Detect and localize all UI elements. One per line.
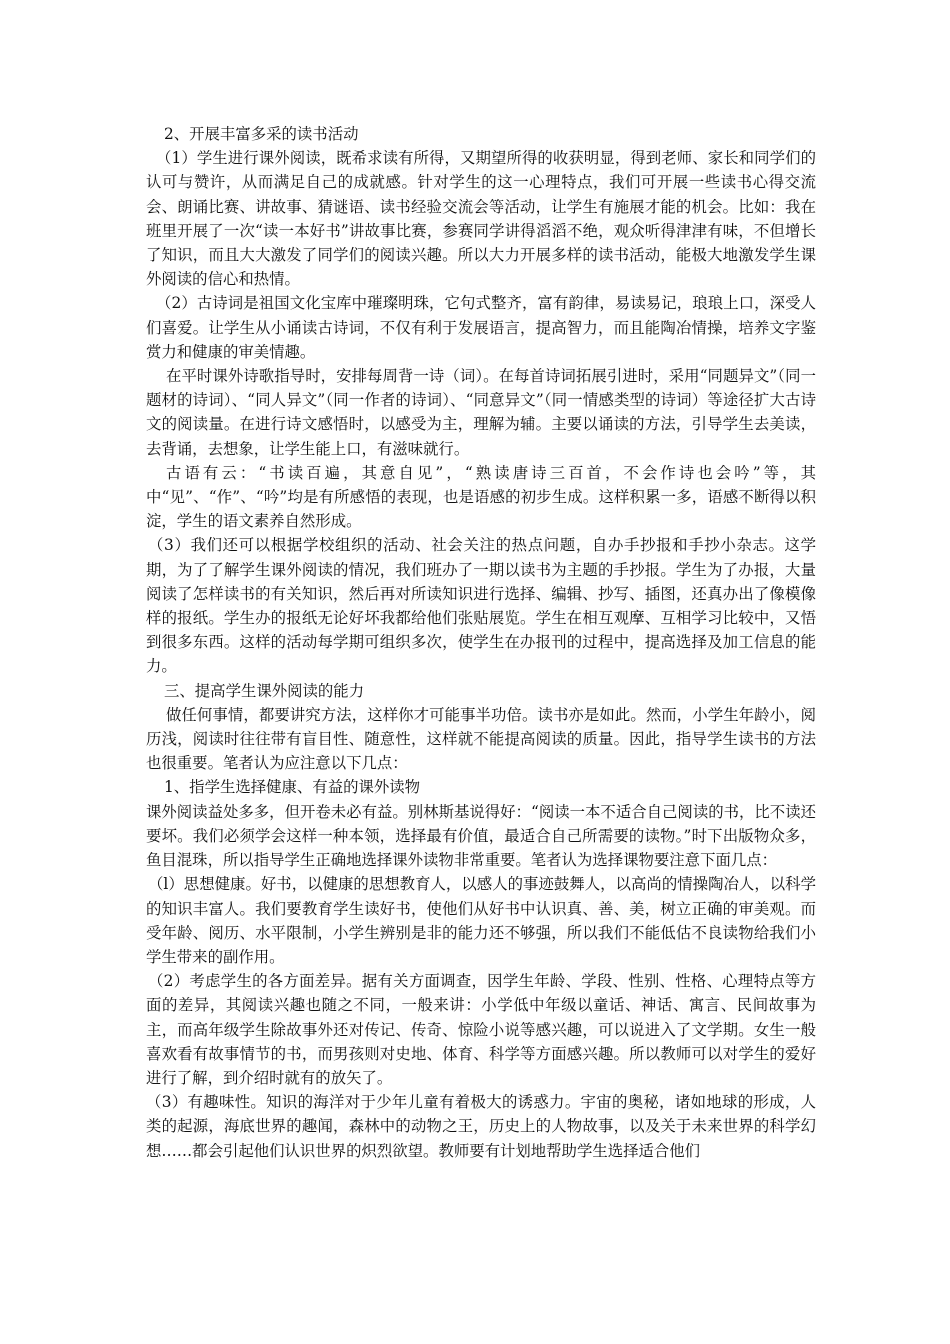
paragraph-student-differences-2: （2）考虑学生的各方面差异。据有关方面调查，因学生年龄、学段、性别、性格、心理特点等方面的差异，其阅读兴趣也随之不同，一般来讲：小学低中年级以童话、神话、寓言、民间故事为主，而高年级学生除故事外还对传记、传奇、惊险小说等感兴趣，可以说进入了文学期。女生一般喜欢看有故事情节的书，而男孩则对史地、体育、科学等方面感兴趣。所以教师可以对学生的爱好进行了解，到介绍时就有的放矢了。 xyxy=(146,972,816,1087)
paragraph-interesting-3: （3）有趣味性。知识的海洋对于少年儿童有着极大的诱惑力。宇宙的奥秘，诸如地球的形成，人类的起源，海底世界的趣闻，森林中的动物之王，历史上的人物故事，以及关于未来世界的科学幻想……都会引起他们认识世界的炽烈欲望。教师要有计划地帮助学生选择适合他们 xyxy=(146,1093,816,1160)
paragraph-handmade-newspaper-3: （3）我们还可以根据学校组织的活动、社会关注的热点问题，自办手抄报和手抄小杂志。这学期，为了了解学生课外阅读的情况，我们班办了一期以读书为主题的手抄报。学生为了办报，大量阅读了怎样读书的有关知识，然后再对所读知识进行选择、编辑、抄写、插图，还真办出了像模像样的报纸。学生办的报纸无论好坏我都给他们张贴展览。学生在相互观摩、互相学习比较中，又悟到很多东西。这样的活动每学期可组织多次，使学生在办报刊的过程中，提高选择及加工信息的能力。 xyxy=(146,536,816,676)
paragraph-ancient-saying: 古语有云：“书读百遍，其意自见”，“熟读唐诗三百首，不会作诗也会吟”等，其中“见”、“作”、“吟”均是有所感悟的表现，也是语感的初步生成。这样积累一多，语感不断得以积淀，学生的语文素养自然形成。 xyxy=(146,463,816,531)
paragraph-poetry-guidance: 在平时课外诗歌指导时，安排每周背一诗（词）。在每首诗词拓展引进时，采用“同题异文”（同一题材的诗词）、“同人异文”（同一作者的诗词）、“同意异文”（同一情感类型的诗词）等途径扩大古诗文的阅读量。在进行诗文感悟时，以感受为主，理解为辅。主要以诵读的方法，引导学生去美读，去背诵，去想象，让学生能上口，有滋味就行。 xyxy=(146,367,816,458)
subheading-choose-books: 1、指学生选择健康、有益的课外读物 xyxy=(164,778,421,797)
section-heading-reading-ability: 三、提高学生课外阅读的能力 xyxy=(164,681,365,700)
paragraph-reading-methods: 做任何事情，都要讲究方法，这样你才可能事半功倍。读书亦是如此。然而，小学生年龄小，阅历浅，阅读时往往带有盲目性、随意性，这样就不能提高阅读的质量。因此，指导学生读书的方法也很重要。笔者认为应注意以下几点： xyxy=(146,705,816,773)
section-heading-reading-activities: 2、开展丰富多采的读书活动 xyxy=(164,125,359,143)
paragraph-healthy-thought-1: （l）思想健康。好书，以健康的思想教育人，以感人的事迹鼓舞人，以高尚的情操陶冶人，以科学的知识丰富人。我们要教育学生读好书，使他们从好书中认识真、善、美，树立正确的审美观。而受年龄、阅历、水平限制，小学生辨别是非的能力还不够强，所以我们不能低估不良读物给我们小学生带来的副作用。 xyxy=(146,875,816,966)
paragraph-belinsky-quote: 课外阅读益处多多，但开卷未必有益。别林斯基说得好：“阅读一本不适合自己阅读的书，比不读还要坏。我们必须学会这样一种本领，选择最有价值，最适合自己所需要的读物。”时下出版物众多，鱼目混珠，所以指导学生正确地选择课外读物非常重要。笔者认为选择课物要注意下面几点： xyxy=(146,802,816,870)
paragraph-ancient-poetry-2: （2）古诗词是祖国文化宝库中璀璨明珠，它句式整齐，富有韵律，易读易记，琅琅上口，深受人们喜爱。让学生从小诵读古诗词，不仅有利于发展语言，提高智力，而且能陶冶情操，培养文字鉴赏力和健康的审美情趣。 xyxy=(146,294,816,361)
paragraph-activities-1: （1）学生进行课外阅读，既希求读有所得，又期望所得的收获明显，得到老师、家长和同学们的认可与赞许，从而满足自己的成就感。针对学生的这一心理特点，我们可开展一些读书心得交流会、朗诵比赛、讲故事、猜谜语、读书经验交流会等活动，让学生有施展才能的机会。比如：我在班里开展了一次“读一本好书”讲故事比赛，参赛同学讲得滔滔不绝，观众听得津津有味，不但增长了知识，而且大大激发了同学们的阅读兴趣。所以大力开展多样的读书活动，能极大地激发学生课外阅读的信心和热情。 xyxy=(146,149,816,289)
document-body xyxy=(146,122,816,1163)
